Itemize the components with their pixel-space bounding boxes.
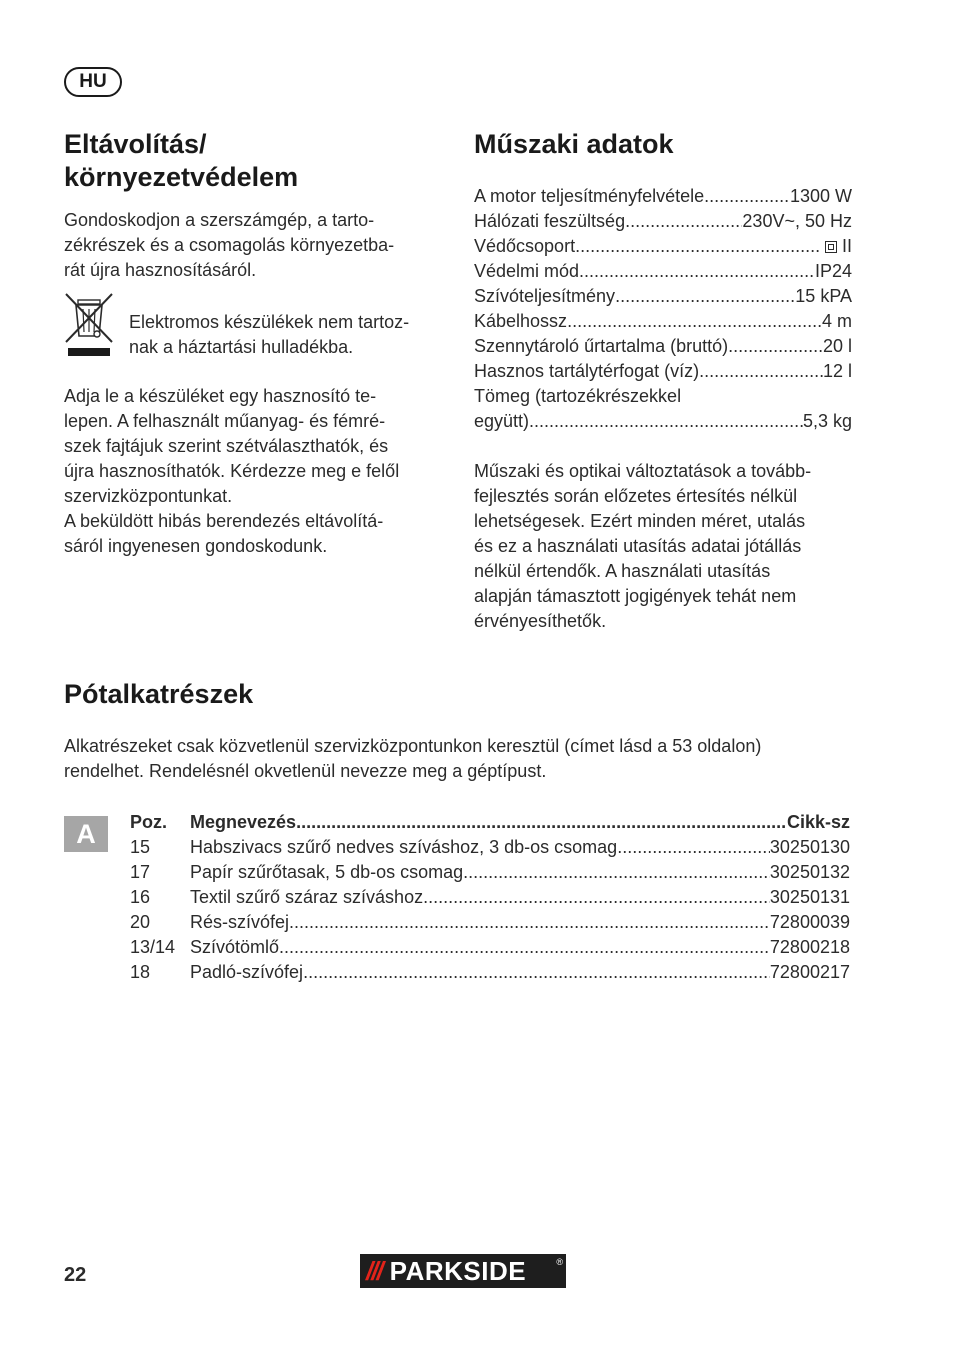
spec-value: 20 l bbox=[822, 336, 852, 356]
disposal-title-line-1: Eltávolítás/ bbox=[64, 129, 207, 159]
disposal-title bbox=[64, 128, 454, 194]
logo-text: PARKSIDE bbox=[389, 1255, 527, 1286]
table-row bbox=[130, 835, 850, 860]
disposal-body-line: A beküldött hibás berendezés eltávolítá- bbox=[64, 511, 384, 531]
table-row bbox=[130, 860, 850, 885]
table-row bbox=[130, 960, 850, 985]
part-pos: 15 bbox=[130, 837, 151, 857]
spare-parts-intro bbox=[64, 734, 884, 784]
spec-row-weight-label bbox=[474, 384, 852, 409]
parkside-logo bbox=[360, 1254, 566, 1288]
weee-text bbox=[129, 310, 459, 360]
page-number: 22 bbox=[64, 1264, 87, 1286]
spec-value: 4 m bbox=[821, 311, 852, 331]
language-badge: HU bbox=[64, 67, 122, 97]
part-pos: 18 bbox=[130, 962, 151, 982]
specs-note-line: lehetségesek. Ezért minden méret, utalás bbox=[474, 511, 806, 531]
leader-dots bbox=[625, 209, 742, 234]
disposal-intro-line: zékrészek és a csomagolás környezetba- bbox=[64, 235, 395, 255]
spec-value: IP24 bbox=[814, 261, 852, 281]
spec-value: 15 kPA bbox=[795, 286, 852, 306]
disposal-section bbox=[64, 128, 454, 194]
spec-row bbox=[474, 259, 852, 284]
specs-note-line: Műszaki és optikai változtatások a tovább- bbox=[474, 461, 812, 481]
spare-parts-title: Pótalkatrészek bbox=[64, 679, 254, 709]
weee-text-line: Elektromos készülékek nem tartoz- bbox=[129, 312, 410, 332]
spec-row bbox=[474, 359, 852, 384]
spec-label: Hálózati feszültség bbox=[474, 211, 626, 231]
part-article: 30250130 bbox=[769, 837, 850, 857]
leader-dots bbox=[463, 860, 770, 885]
disposal-body-line: sáról ingyenesen gondoskodunk. bbox=[64, 536, 328, 556]
table-row bbox=[130, 935, 850, 960]
leader-dots bbox=[529, 409, 803, 434]
logo-registered-mark: ® bbox=[556, 1257, 563, 1267]
part-pos: 20 bbox=[130, 912, 151, 932]
leader-dots bbox=[615, 284, 795, 309]
disposal-body-line: lepen. A felhasznált műanyag- és fémré- bbox=[64, 411, 386, 431]
part-pos: 17 bbox=[130, 862, 151, 882]
leader-dots bbox=[579, 259, 815, 284]
spec-value-text: II bbox=[841, 236, 852, 256]
spec-label: Hasznos tartálytérfogat (víz) bbox=[474, 361, 700, 381]
part-article: 72800217 bbox=[769, 962, 850, 982]
disposal-body-line: Adja le a készüléket egy hasznosító te- bbox=[64, 386, 377, 406]
spec-label: Kábelhossz bbox=[474, 311, 568, 331]
specs-note-line: nélkül értendők. A használati utasítás bbox=[474, 561, 771, 581]
spec-value: 230V~, 50 Hz bbox=[742, 211, 852, 231]
figure-label-a: A bbox=[64, 816, 108, 852]
spec-row bbox=[474, 184, 852, 209]
leader-dots bbox=[303, 960, 770, 985]
disposal-body-line: újra hasznosíthatók. Kérdezze meg e felől bbox=[64, 461, 400, 481]
spec-row bbox=[474, 284, 852, 309]
leader-dots bbox=[567, 309, 822, 334]
spare-parts-section bbox=[64, 678, 253, 711]
table-header bbox=[130, 810, 850, 835]
part-article: 72800218 bbox=[769, 937, 850, 957]
part-name: Szívótömlő bbox=[190, 937, 280, 957]
spec-label: Szívóteljesítmény bbox=[474, 286, 616, 306]
spec-label: együtt) bbox=[474, 411, 530, 431]
part-article: 30250131 bbox=[769, 887, 850, 907]
weee-text-line: nak a háztartási hulladékba. bbox=[129, 337, 354, 357]
leader-dots bbox=[617, 835, 770, 860]
leader-dots bbox=[699, 359, 823, 384]
specs-title: Műszaki adatok bbox=[474, 129, 674, 159]
spec-row bbox=[474, 209, 852, 234]
specs-note-line: alapján támasztott jogigények tehát nem bbox=[474, 586, 797, 606]
part-name: Textil szűrő száraz szíváshoz bbox=[190, 887, 424, 907]
spec-value bbox=[820, 234, 852, 259]
leader-dots bbox=[279, 935, 770, 960]
part-name: Rés-szívófej bbox=[190, 912, 290, 932]
leader-dots bbox=[575, 234, 820, 259]
part-name: Habszivacs szűrő nedves szíváshoz, 3 db-os csomag bbox=[190, 837, 618, 857]
disposal-intro bbox=[64, 208, 454, 283]
part-name: Padló-szívófej bbox=[190, 962, 304, 982]
leader-dots bbox=[296, 810, 787, 835]
column-header-pos: Poz. bbox=[130, 812, 168, 832]
column-header-article: Cikk-sz bbox=[786, 812, 850, 832]
spec-row bbox=[474, 309, 852, 334]
spec-value: 5,3 kg bbox=[802, 411, 852, 431]
spec-row bbox=[474, 409, 852, 434]
spec-row bbox=[474, 334, 852, 359]
leader-dots bbox=[289, 910, 770, 935]
spare-parts-table bbox=[130, 810, 850, 985]
disposal-intro-line: rát újra hasznosításáról. bbox=[64, 260, 257, 280]
spec-value: 12 l bbox=[822, 361, 852, 381]
spec-label: Védőcsoport bbox=[474, 236, 576, 256]
specs-note-line: és ez a használati utasítás adatai jótállás bbox=[474, 536, 802, 556]
table-row bbox=[130, 885, 850, 910]
spare-parts-intro-line: Alkatrészeket csak közvetlenül szervizközpontunkon keresztül (címet lásd a 53 oldalon) bbox=[64, 736, 762, 756]
specs-section bbox=[474, 128, 674, 161]
spec-label: Szennytároló űrtartalma (bruttó) bbox=[474, 336, 729, 356]
spec-label: A motor teljesítményfelvétele bbox=[474, 186, 705, 206]
table-row bbox=[130, 910, 850, 935]
part-pos: 16 bbox=[130, 887, 151, 907]
part-pos: 13/14 bbox=[130, 937, 176, 957]
disposal-title-line-2: környezetvédelem bbox=[64, 162, 299, 192]
spec-value: 1300 W bbox=[789, 186, 852, 206]
leader-dots bbox=[728, 334, 823, 359]
logo-slashes: /// bbox=[366, 1255, 382, 1286]
disposal-body-line: szek fajtájuk szerint szétválaszthatók, és bbox=[64, 436, 389, 456]
column-header-name: Megnevezés bbox=[190, 812, 297, 832]
spec-label: Védelmi mód bbox=[474, 261, 580, 281]
specs-note-line: érvényesíthetők. bbox=[474, 611, 607, 631]
specs-table bbox=[474, 184, 852, 434]
leader-dots bbox=[704, 184, 790, 209]
spare-parts-intro-line: rendelhet. Rendelésnél okvetlenül nevezze meg a géptípust. bbox=[64, 761, 547, 781]
weee-crossed-bin-icon bbox=[64, 292, 114, 358]
spec-label: Tömeg (tartozékrészekkel bbox=[474, 386, 682, 406]
specs-note bbox=[474, 459, 874, 634]
spec-row bbox=[474, 234, 852, 259]
part-article: 30250132 bbox=[769, 862, 850, 882]
disposal-body-line: szervizközpontunkat. bbox=[64, 486, 233, 506]
part-article: 72800039 bbox=[769, 912, 850, 932]
disposal-intro-line: Gondoskodjon a szerszámgép, a tarto- bbox=[64, 210, 375, 230]
specs-note-line: fejlesztés során előzetes értesítés nélkül bbox=[474, 486, 798, 506]
part-name: Papír szűrőtasak, 5 db-os csomag bbox=[190, 862, 464, 882]
leader-dots bbox=[423, 885, 770, 910]
protection-class-ii-icon bbox=[825, 241, 837, 253]
disposal-body bbox=[64, 384, 459, 559]
